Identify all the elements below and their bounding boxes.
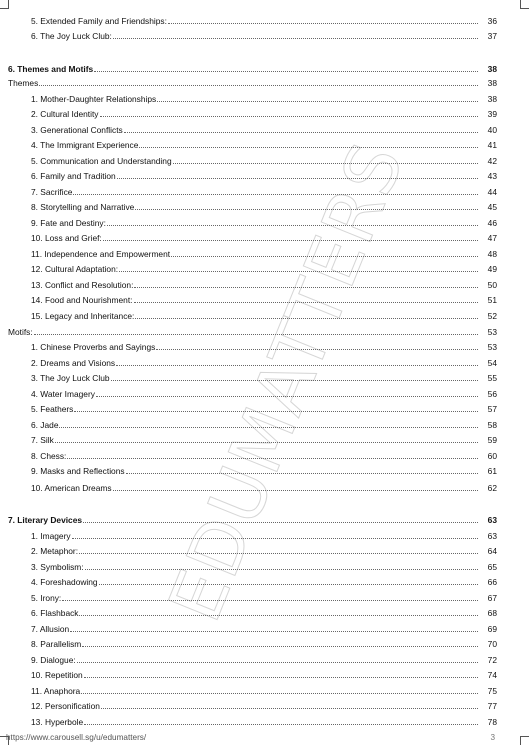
dot-leader bbox=[119, 271, 478, 272]
toc-page-number: 49 bbox=[487, 264, 497, 274]
toc-entry[interactable] bbox=[0, 543, 529, 556]
toc-entry[interactable] bbox=[0, 621, 529, 634]
toc-entry-title: 7. Allusion bbox=[31, 624, 70, 634]
toc-entry[interactable] bbox=[0, 698, 529, 711]
toc-entry-title: 6. Family and Tradition bbox=[31, 171, 116, 181]
toc-page-number: 54 bbox=[487, 358, 497, 368]
toc-page-number: 70 bbox=[487, 639, 497, 649]
toc-page-number: 46 bbox=[487, 218, 497, 228]
toc-entry[interactable] bbox=[0, 168, 529, 181]
toc-page-number: 62 bbox=[487, 483, 497, 493]
dot-leader bbox=[139, 147, 478, 148]
toc-page-number: 53 bbox=[487, 327, 497, 337]
dot-leader bbox=[124, 132, 478, 133]
toc-entry[interactable] bbox=[0, 261, 529, 274]
toc-page-number: 69 bbox=[487, 624, 497, 634]
toc-entry-title: 2. Dreams and Visions bbox=[31, 358, 116, 368]
dot-leader bbox=[39, 85, 478, 86]
toc-entry[interactable] bbox=[0, 605, 529, 618]
dot-leader bbox=[79, 615, 478, 616]
dot-leader bbox=[94, 71, 478, 72]
toc-entry[interactable] bbox=[0, 528, 529, 541]
dot-leader bbox=[84, 724, 478, 725]
toc-entry-title: 11. Anaphora bbox=[31, 686, 81, 696]
dot-leader bbox=[83, 522, 478, 523]
dot-leader bbox=[134, 287, 478, 288]
toc-page-number: 63 bbox=[487, 515, 497, 525]
toc-page-number: 63 bbox=[487, 531, 497, 541]
toc-entry-title: 2. Metaphor: bbox=[31, 546, 79, 556]
crop-mark-top-right bbox=[520, 0, 529, 9]
dot-leader bbox=[135, 209, 478, 210]
toc-entry-title: 9. Fate and Destiny: bbox=[31, 218, 106, 228]
dot-leader bbox=[55, 442, 478, 443]
toc-page-number: 66 bbox=[487, 577, 497, 587]
dot-leader bbox=[96, 396, 478, 397]
toc-page-number: 61 bbox=[487, 466, 497, 476]
dot-leader bbox=[77, 662, 478, 663]
dot-leader bbox=[34, 334, 478, 335]
toc-page-number: 39 bbox=[487, 109, 497, 119]
toc-entry-title: 3. Generational Conflicts bbox=[31, 125, 123, 135]
toc-page-number: 75 bbox=[487, 686, 497, 696]
dot-leader bbox=[107, 225, 478, 226]
toc-entry-title: 5. Irony: bbox=[31, 593, 62, 603]
toc-entry[interactable] bbox=[0, 122, 529, 135]
toc-page-number: 36 bbox=[487, 16, 497, 26]
dot-leader bbox=[113, 38, 478, 39]
page-footer bbox=[6, 733, 495, 745]
toc-entry-title: 5. Communication and Understanding bbox=[31, 156, 172, 166]
toc-entry-title: 1. Imagery bbox=[31, 531, 71, 541]
toc-entry[interactable] bbox=[0, 106, 529, 119]
toc-entry-title: 8. Chess: bbox=[31, 451, 67, 461]
toc-entry-title: 12. Personification bbox=[31, 701, 100, 711]
toc-page-number: 57 bbox=[487, 404, 497, 414]
dot-leader bbox=[126, 473, 478, 474]
dot-leader bbox=[116, 365, 478, 366]
toc-page-number: 40 bbox=[487, 125, 497, 135]
toc-entry-title: 4. The Immigrant Experience bbox=[31, 140, 139, 150]
toc-group-heading[interactable] bbox=[0, 75, 529, 88]
toc-page-number: 72 bbox=[487, 655, 497, 665]
toc-page-number: 68 bbox=[487, 608, 497, 618]
toc-entry[interactable] bbox=[0, 401, 529, 414]
toc-entry-title: 2. Cultural Identity bbox=[31, 109, 99, 119]
toc-entry-title: 4. Water Imagery bbox=[31, 389, 95, 399]
toc-page-number: 53 bbox=[487, 342, 497, 352]
dot-leader bbox=[82, 646, 478, 647]
toc-entry[interactable] bbox=[0, 636, 529, 649]
dot-leader bbox=[99, 584, 478, 585]
dot-leader bbox=[62, 600, 478, 601]
dot-leader bbox=[101, 708, 478, 709]
toc-entry[interactable] bbox=[0, 463, 529, 476]
toc-entry-title: 7. Silk bbox=[31, 435, 54, 445]
toc-entry[interactable] bbox=[0, 13, 529, 26]
toc-entry-title: 9. Dialogue: bbox=[31, 655, 76, 665]
toc-entry-title: 14. Food and Nourishment: bbox=[31, 295, 133, 305]
toc-page-number: 56 bbox=[487, 389, 497, 399]
toc-entry-title: 7. Literary Devices bbox=[8, 515, 83, 525]
toc-entry[interactable] bbox=[0, 230, 529, 243]
toc-page-number: 38 bbox=[487, 78, 497, 88]
toc-page-number: 37 bbox=[487, 31, 497, 41]
toc-entry-title: 8. Storytelling and Narrative bbox=[31, 202, 135, 212]
toc-entry[interactable] bbox=[0, 355, 529, 368]
dot-leader bbox=[84, 677, 478, 678]
dot-leader bbox=[70, 631, 478, 632]
dot-leader bbox=[156, 349, 478, 350]
toc-page-number: 59 bbox=[487, 435, 497, 445]
dot-leader bbox=[67, 458, 478, 459]
toc-page-number: 42 bbox=[487, 156, 497, 166]
toc-section-heading[interactable] bbox=[0, 61, 529, 74]
dot-leader bbox=[59, 427, 478, 428]
toc-entry[interactable] bbox=[0, 480, 529, 493]
dot-leader bbox=[134, 302, 479, 303]
toc-entry-title: 3. The Joy Luck Club bbox=[31, 373, 110, 383]
dot-leader bbox=[103, 240, 478, 241]
toc-entry[interactable] bbox=[0, 215, 529, 228]
toc-entry[interactable] bbox=[0, 574, 529, 587]
toc-entry[interactable] bbox=[0, 246, 529, 259]
toc-page-number: 58 bbox=[487, 420, 497, 430]
toc-page-number: 38 bbox=[487, 94, 497, 104]
toc-entry-title: 5. Extended Family and Friendships: bbox=[31, 16, 167, 26]
toc-page-number: 44 bbox=[487, 187, 497, 197]
dot-leader bbox=[135, 318, 478, 319]
toc-entry-title: 10. American Dreams bbox=[31, 483, 112, 493]
toc-entry-title: 10. Repetition bbox=[31, 670, 83, 680]
dot-leader bbox=[168, 23, 478, 24]
toc-entry-title: 6. Flashback bbox=[31, 608, 79, 618]
toc-entry[interactable] bbox=[0, 683, 529, 696]
toc-entry[interactable] bbox=[0, 339, 529, 352]
dot-leader bbox=[100, 116, 479, 117]
toc-entry[interactable] bbox=[0, 386, 529, 399]
toc-entry-title: 9. Masks and Reflections bbox=[31, 466, 125, 476]
toc-page-number: 78 bbox=[487, 717, 497, 727]
toc-entry[interactable] bbox=[0, 308, 529, 321]
crop-mark-top-left bbox=[0, 0, 9, 9]
toc-page-number: 67 bbox=[487, 593, 497, 603]
toc-entry[interactable] bbox=[0, 652, 529, 665]
dot-leader bbox=[157, 101, 478, 102]
toc-page-number: 55 bbox=[487, 373, 497, 383]
toc-page-number: 60 bbox=[487, 451, 497, 461]
toc-page-number: 51 bbox=[487, 295, 497, 305]
toc-page-number: 74 bbox=[487, 670, 497, 680]
toc-entry-title: 15. Legacy and Inheritance: bbox=[31, 311, 135, 321]
toc-entry-title: 7. Sacrifice bbox=[31, 187, 73, 197]
dot-leader bbox=[117, 178, 478, 179]
toc-page-number: 45 bbox=[487, 202, 497, 212]
toc-entry-title: 11. Independence and Empowerment bbox=[31, 249, 171, 259]
dot-leader bbox=[79, 553, 478, 554]
toc-entry-title: 13. Conflict and Resolution: bbox=[31, 280, 134, 290]
toc-page-number: 52 bbox=[487, 311, 497, 321]
toc-entry[interactable] bbox=[0, 714, 529, 727]
toc-entry[interactable] bbox=[0, 277, 529, 290]
toc-page-number: 38 bbox=[487, 64, 497, 74]
toc-entry-title: 1. Chinese Proverbs and Sayings bbox=[31, 342, 156, 352]
toc-entry-title: Themes bbox=[8, 78, 39, 88]
toc-page-number: 48 bbox=[487, 249, 497, 259]
toc-entry-title: Motifs: bbox=[8, 327, 33, 337]
toc-entry[interactable] bbox=[0, 28, 529, 41]
toc-entry-title: 6. The Joy Luck Club: bbox=[31, 31, 112, 41]
toc-page-number: 50 bbox=[487, 280, 497, 290]
toc-entry-title: 13. Hyperbole bbox=[31, 717, 84, 727]
page-number: 3 bbox=[490, 733, 495, 742]
watermark: EDUMATTERS bbox=[152, 130, 421, 633]
toc-page-number: 43 bbox=[487, 171, 497, 181]
toc-entry[interactable] bbox=[0, 590, 529, 603]
dot-leader bbox=[73, 194, 478, 195]
toc-page-number: 77 bbox=[487, 701, 497, 711]
toc-page-number: 41 bbox=[487, 140, 497, 150]
toc-entry-title: 8. Parallelism bbox=[31, 639, 82, 649]
footer-url[interactable]: https://www.carousell.sg/u/edumatters/ bbox=[6, 733, 147, 742]
toc-entry[interactable] bbox=[0, 199, 529, 212]
toc-entry[interactable] bbox=[0, 448, 529, 461]
toc-entry-title: 10. Loss and Grief: bbox=[31, 233, 102, 243]
toc-entry-title: 6. Themes and Motifs bbox=[8, 64, 94, 74]
toc-entry[interactable] bbox=[0, 370, 529, 383]
toc-page-number: 47 bbox=[487, 233, 497, 243]
toc-entry-title: 3. Symbolism: bbox=[31, 562, 84, 572]
dot-leader bbox=[173, 163, 478, 164]
toc-entry[interactable] bbox=[0, 153, 529, 166]
dot-leader bbox=[85, 569, 478, 570]
toc-entry-title: 4. Foreshadowing bbox=[31, 577, 98, 587]
toc-entry-title: 12. Cultural Adaptation: bbox=[31, 264, 119, 274]
toc-entry[interactable] bbox=[0, 432, 529, 445]
toc-entry[interactable] bbox=[0, 417, 529, 430]
dot-leader bbox=[111, 380, 478, 381]
dot-leader bbox=[72, 538, 478, 539]
toc-entry[interactable] bbox=[0, 667, 529, 680]
dot-leader bbox=[171, 256, 478, 257]
toc-entry[interactable] bbox=[0, 559, 529, 572]
dot-leader bbox=[81, 693, 478, 694]
toc-entry-title: 5. Feathers bbox=[31, 404, 74, 414]
toc-entry-title: 6. Jade bbox=[31, 420, 59, 430]
toc-entry[interactable] bbox=[0, 292, 529, 305]
crop-mark-bottom-right bbox=[520, 736, 529, 745]
toc-entry[interactable] bbox=[0, 137, 529, 150]
toc-section-heading[interactable] bbox=[0, 512, 529, 525]
toc-page-number: 64 bbox=[487, 546, 497, 556]
toc-group-heading[interactable] bbox=[0, 324, 529, 337]
toc-page-number: 65 bbox=[487, 562, 497, 572]
dot-leader bbox=[113, 490, 478, 491]
toc-entry[interactable] bbox=[0, 91, 529, 104]
toc-entry[interactable] bbox=[0, 184, 529, 197]
toc-entry-title: 1. Mother-Daughter Relationships bbox=[31, 94, 157, 104]
dot-leader bbox=[74, 411, 478, 412]
